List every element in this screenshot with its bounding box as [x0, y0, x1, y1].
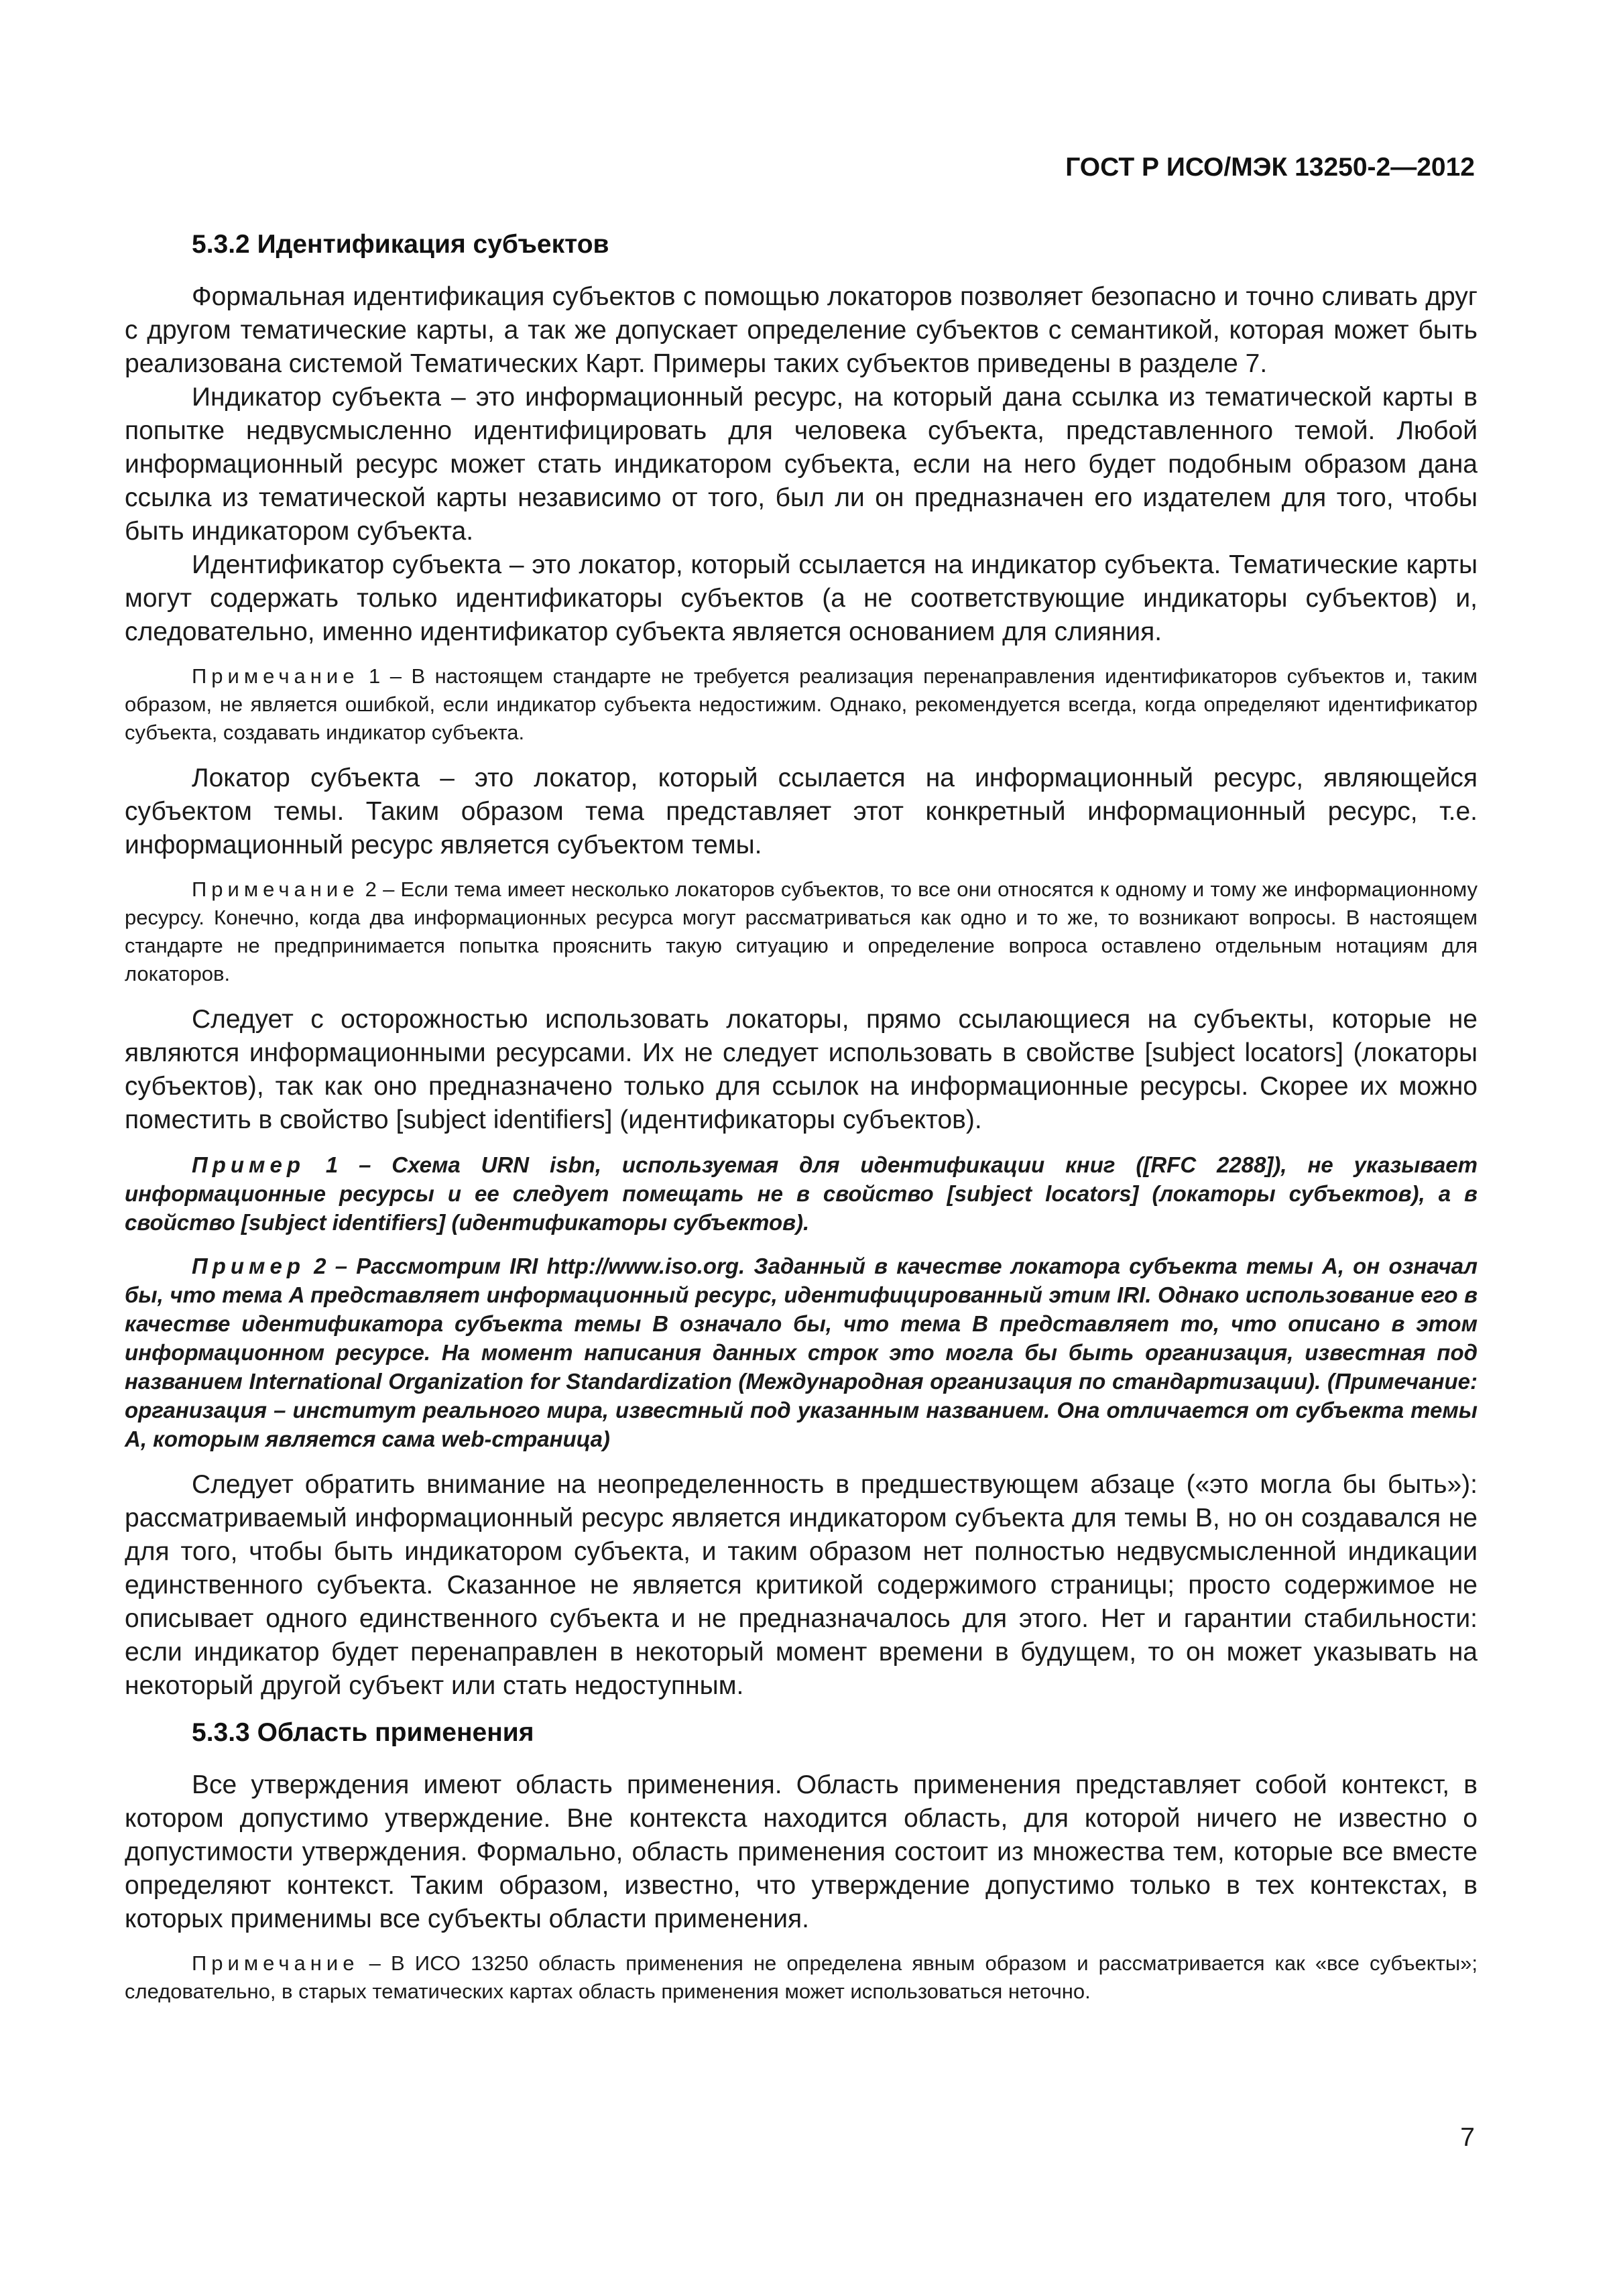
- example-text: 1 – Схема URN isbn, используемая для идентификации книг ([RFC 2288]), не указывает информационные ресурсы и ее следует помещать не в свойство [subject locators] (локаторы субъектов), а в свойство [subject identifiers] (идентификаторы субъектов).: [125, 1152, 1478, 1235]
- note-label: Примечание: [192, 1951, 359, 1975]
- paragraph: Следует с осторожностью использовать локаторы, прямо ссылающиеся на субъекты, которые не являются информационными ресурсами. Их не следует использовать в свойстве [subject locators] (локаторы субъектов), так как оно предназначено только для ссылок на информационные ресурсы. Скорее их можно поместить в свойство [subject identifiers] (идентификаторы субъектов).: [125, 1005, 1478, 1134]
- paragraph: Формальная идентификация субъектов с помощью локаторов позволяет безопасно и точно сливать друг с другом тематические карты, а так же допускает определение субъектов с семантикой, которая может быть реализована системой Тематических Карт. Примеры таких субъектов приведены в разделе 7.: [125, 282, 1478, 378]
- note-text: – В ИСО 13250 область применения не определена явным образом и рассматривается как «все субъекты»; следовательно, в старых тематических картах область применения может использоваться неточно.: [125, 1951, 1478, 2003]
- example-label: Пример: [192, 1254, 305, 1278]
- example-1: [125, 1150, 1478, 1237]
- paragraph: Следует обратить внимание на неопределенность в предшествующем абзаце («это могла бы быть»): рассматриваемый информационный ресурс является индикатором субъекта для темы B, но он создавался не для того, чтобы быть индикатором субъекта, и таким образом нет полностью недвусмысленной индикации единственного субъекта. Сказанное не является критикой содержимого страницы; просто содержимое не описывает одного единственного субъекта и не предназначалось для этого. Нет и гарантии стабильности: если индикатор будет перенаправлен в некоторый момент времени в будущем, то он может указывать на некоторый другой субъект или стать недоступным.: [125, 1470, 1478, 1700]
- paragraph: Все утверждения имеют область применения. Область применения представляет собой контекст, в котором допустимо утверждение. Вне контекста находится область, для которой ничего не известно о допустимости утверждения. Формально, область применения состоит из множества тем, которые все вместе определяют контекст. Таким образом, известно, что утверждение допустимо только в тех контекстах, в которых применимы все субъекты области применения.: [125, 1770, 1478, 1933]
- example-text: 2 – Рассмотрим IRI http://www.iso.org. Заданный в качестве локатора субъекта темы A, он означал бы, что тема A представляет информационный ресурс, идентифицированный этим IRI. Однако использование его в качестве идентификатора субъекта темы B означало бы, что тема B представляет то, что описано в этом информационном ресурсе. На момент написания данных строк это могла бы быть организация, известная под названием International Organization for Standardization (Международная организация по стандартизации). (Примечание: организация – институт реального мира, известный под указанным названием. Она отличается от субъекта темы A, которым является сама web-страница): [125, 1254, 1478, 1451]
- note-2: [125, 875, 1478, 988]
- section-heading-5-3-2: 5.3.2 Идентификация субъектов: [192, 230, 609, 259]
- paragraph: Индикатор субъекта – это информационный ресурс, на который дана ссылка из тематической карты в попытке недвусмысленно идентифицировать для человека субъекта, представленного темой. Любой информационный ресурс может стать индикатором субъекта, если на него будет подобным образом дана ссылка из тематической карты независимо от того, был ли он предназначен его издателем для того, чтобы быть индикатором субъекта.: [125, 383, 1478, 546]
- page-number: 7: [1460, 2123, 1475, 2152]
- paragraph: Локатор субъекта – это локатор, который ссылается на информационный ресурс, являющейся субъектом темы. Таким образом тема представляет этот конкретный информационный ресурс, т.е. информационный ресурс является субъектом темы.: [125, 764, 1478, 859]
- note-label: Примечание: [192, 664, 359, 688]
- note-text: 1 – В настоящем стандарте не требуется реализация перенаправления идентификаторов субъектов и, таким образом, не является ошибкой, если индикатор субъекта недостижим. Однако, рекомендуется всегда, когда определяют идентификатор субъекта, создавать индикатор субъекта.: [125, 664, 1478, 744]
- note-text: 2 – Если тема имеет несколько локаторов субъектов, то все они относятся к одному и тому же информационному ресурсу. Конечно, когда два информационных ресурса могут рассматриваться как одно и то же, то возникают вопросы. В настоящем стандарте не предпринимается попытка прояснить такую ситуацию и определение вопроса оставлено отдельным нотациям для локаторов.: [125, 878, 1478, 985]
- page-content: [125, 228, 1478, 2020]
- note-1: [125, 662, 1478, 747]
- section-heading-5-3-3: 5.3.3 Область применения: [192, 1718, 534, 1747]
- note-scope: [125, 1949, 1478, 2006]
- example-2: [125, 1252, 1478, 1453]
- paragraph: Идентификатор субъекта – это локатор, который ссылается на индикатор субъекта. Тематические карты могут содержать только идентификаторы субъектов (а не соответствующие индикаторы субъектов) и, следовательно, именно идентификатор субъекта является основанием для слияния.: [125, 550, 1478, 646]
- example-label: Пример: [192, 1152, 305, 1177]
- note-label: Примечание: [192, 878, 359, 901]
- standard-designation: ГОСТ Р ИСО/МЭК 13250-2—2012: [1065, 153, 1475, 182]
